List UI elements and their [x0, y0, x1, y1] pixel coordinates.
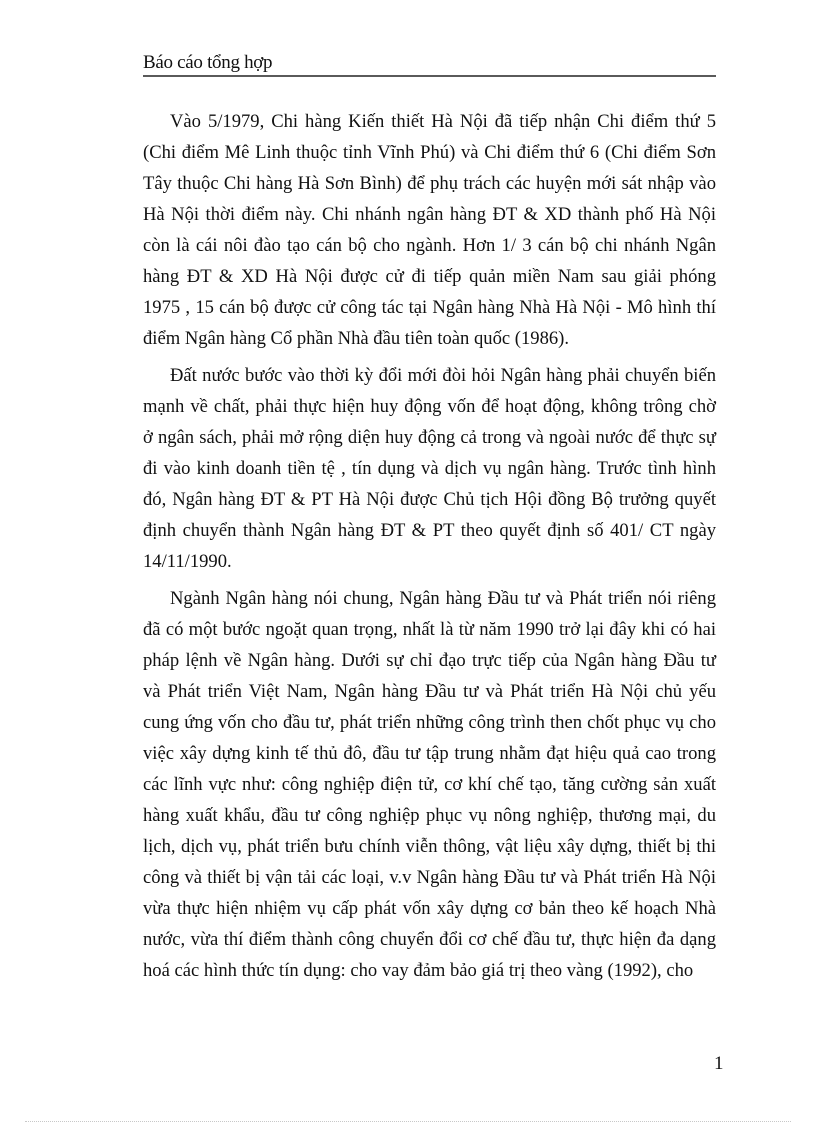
- text-line: đi vào kinh doanh tiền tệ , tín dụng và dịch vụ ngân hàng. Trước tình hình: [143, 458, 716, 479]
- page-number: 1: [714, 1053, 724, 1074]
- text-line: các lĩnh vực như: công nghiệp điện tử, cơ khí chế tạo, tăng cường sản xuất: [143, 774, 716, 795]
- text-line: hàng ĐT & XD Hà Nội được cử đi tiếp quản miền Nam sau giải phóng: [143, 266, 716, 287]
- text-line: Tây thuộc Chi hàng Hà Sơn Bình) để phụ trách các huyện mới sát nhập vào: [143, 173, 716, 194]
- text-line: Ngành Ngân hàng nói chung, Ngân hàng Đầu tư và Phát triển nói riêng: [170, 588, 716, 609]
- document-body: [143, 106, 716, 992]
- paragraph-2: [143, 360, 716, 577]
- text-line: 1975 , 15 cán bộ được cử công tác tại Ngân hàng Nhà Hà Nội - Mô hình thí: [143, 297, 716, 318]
- text-line: ở ngân sách, phải mở rộng diện huy động cả trong và ngoài nước để thực sự: [143, 427, 716, 448]
- text-line: lịch, dịch vụ, phát triển bưu chính viễn thông, vật liệu xây dựng, thiết bị thi: [143, 836, 716, 857]
- text-line: pháp lệnh về Ngân hàng. Dưới sự chỉ đạo trực tiếp của Ngân hàng Đầu tư: [143, 650, 716, 671]
- page-bottom-divider: [25, 1121, 791, 1122]
- text-line: 14/11/1990.: [143, 551, 232, 572]
- text-line: định chuyển thành Ngân hàng ĐT & PT theo quyết định số 401/ CT ngày: [143, 520, 716, 541]
- paragraph-3: [143, 583, 716, 986]
- text-line: cung ứng vốn cho đầu tư, phát triển những công trình then chốt phục vụ cho: [143, 712, 716, 733]
- paragraph-1: [143, 106, 716, 354]
- text-line: điểm Ngân hàng Cổ phần Nhà đầu tiên toàn quốc (1986).: [143, 328, 570, 349]
- text-line: Đất nước bước vào thời kỳ đổi mới đòi hỏi Ngân hàng phải chuyển biến: [170, 365, 716, 386]
- text-line: còn là cái nôi đào tạo cán bộ cho ngành. Hơn 1/ 3 cán bộ chi nhánh Ngân: [143, 235, 716, 256]
- header-title: Báo cáo tổng hợp: [143, 52, 273, 73]
- text-line: hàng xuất khẩu, đầu tư công nghiệp phục vụ nông nghiệp, thương mại, du: [143, 805, 716, 826]
- page-header: [143, 50, 716, 77]
- text-line: công và thiết bị vận tải các loại, v.v Ngân hàng Đầu tư và Phát triển Hà Nội: [143, 867, 716, 888]
- text-line: (Chi điểm Mê Linh thuộc tỉnh Vĩnh Phú) và Chi điểm thứ 6 (Chi điểm Sơn: [143, 142, 716, 163]
- text-line: vừa thực hiện nhiệm vụ cấp phát vốn xây dựng cơ bản theo kế hoạch Nhà: [143, 898, 716, 919]
- text-line: việc xây dựng kinh tế thủ đô, đầu tư tập trung nhằm đạt hiệu quả cao trong: [143, 743, 716, 764]
- text-line: đã có một bước ngoặt quan trọng, nhất là từ năm 1990 trở lại đây khi có hai: [143, 619, 716, 640]
- text-line: mạnh về chất, phải thực hiện huy động vốn để hoạt động, không trông chờ: [143, 396, 716, 417]
- text-line: và Phát triển Việt Nam, Ngân hàng Đầu tư và Phát triển Hà Nội chủ yếu: [143, 681, 716, 702]
- text-line: hoá các hình thức tín dụng: cho vay đảm bảo giá trị theo vàng (1992), cho: [143, 960, 694, 981]
- text-line: nước, vừa thí điểm thành công chuyển đổi cơ chế đầu tư, thực hiện đa dạng: [143, 929, 716, 950]
- text-line: đó, Ngân hàng ĐT & PT Hà Nội được Chủ tịch Hội đồng Bộ trưởng quyết: [143, 489, 716, 510]
- text-line: Vào 5/1979, Chi hàng Kiến thiết Hà Nội đã tiếp nhận Chi điểm thứ 5: [170, 111, 716, 132]
- text-line: Hà Nội thời điểm này. Chi nhánh ngân hàng ĐT & XD thành phố Hà Nội: [143, 204, 716, 225]
